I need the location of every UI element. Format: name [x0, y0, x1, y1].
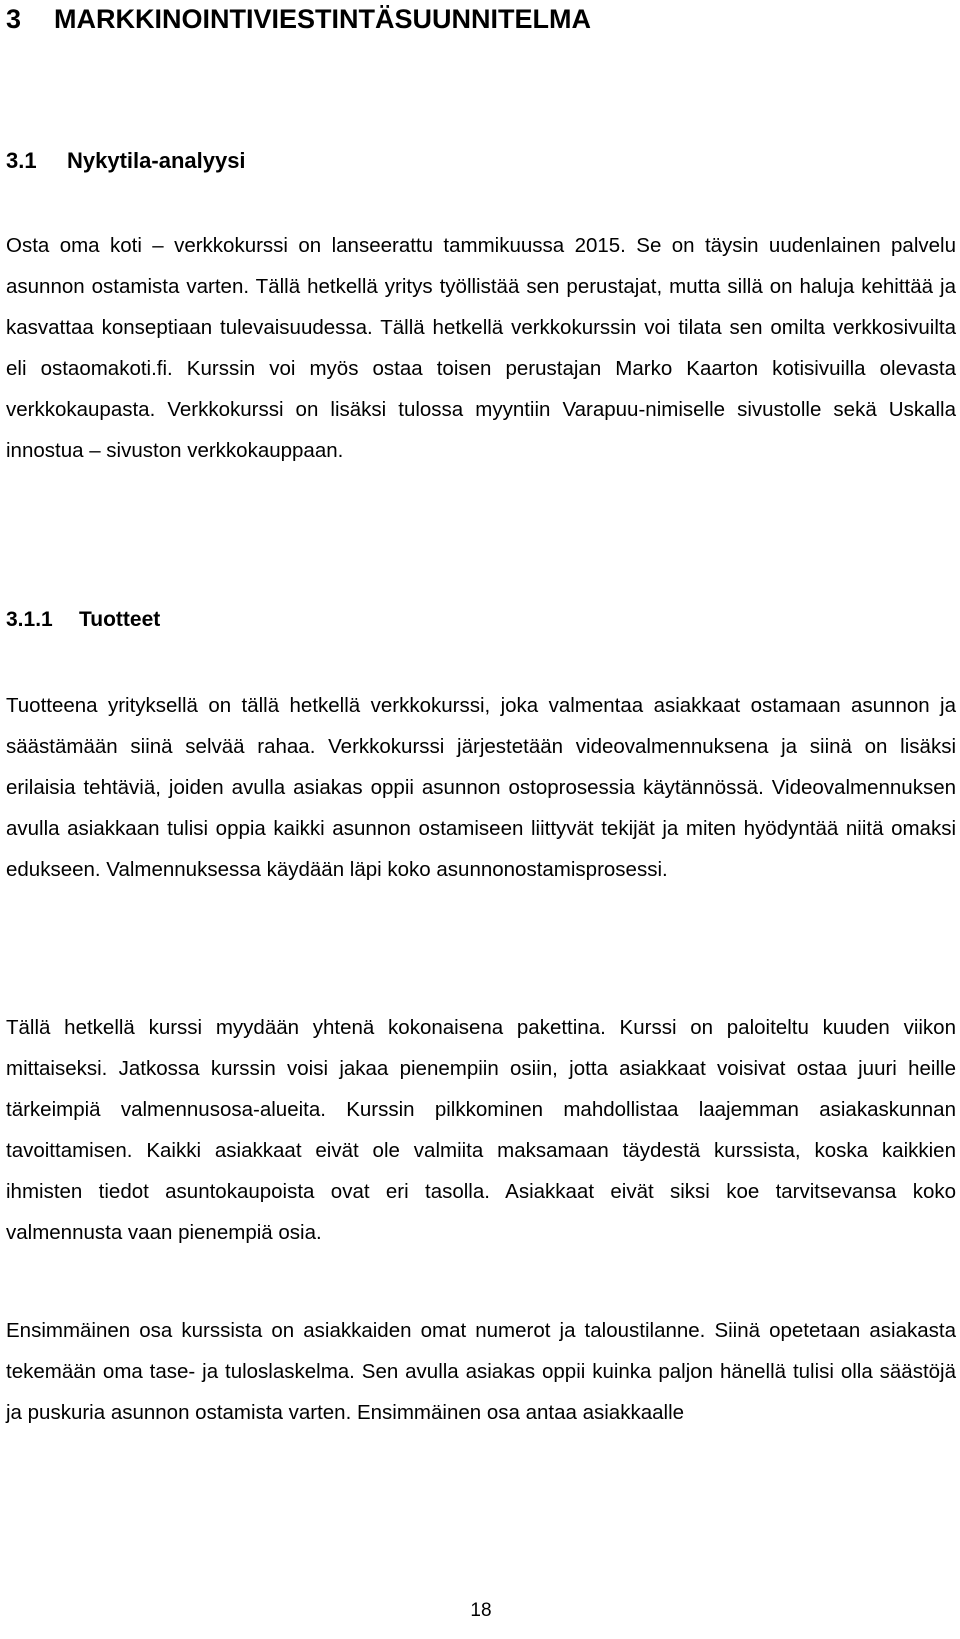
section-heading: [6, 148, 246, 174]
document-page: [6, 0, 956, 1639]
section-number: 3.1: [6, 148, 37, 173]
subsection-heading: [6, 608, 160, 632]
subsection-title: Tuotteet: [79, 608, 161, 631]
paragraph-course-packaging: Tällä hetkellä kurssi myydään yhtenä kokonaisena pakettina. Kurssi on paloiteltu kuuden viikon mittaiseksi. Jatkossa kurssin voisi jakaa pienempiin osiin, jotta asiakkaat voisivat ostaa juuri heille tärkeimpiä valmennusosa-alueita. Kurssin pilkkominen mahdollistaa laajemman asiakaskunnan tavoittamisen. Kaikki asiakkaat eivät ole valmiita maksamaan täydestä kurssista, koska kaikkien ihmisten tiedot asuntokaupoista ovat eri tasolla. Asiakkaat eivät siksi koe tarvitsevansa koko valmennusta vaan pienempiä osia.: [6, 1016, 956, 1244]
page-number: 18: [470, 1600, 492, 1621]
chapter-title: MARKKINOINTIVIESTINTÄSUUNNITELMA: [54, 4, 591, 34]
paragraph-first-part: Ensimmäinen osa kurssista on asiakkaiden omat numerot ja taloustilanne. Siinä opetetaan asiakasta tekemään oma tase- ja tuloslaskelma. Sen avulla asiakas oppii kuinka paljon hänellä tulisi olla säästöjä ja puskuria asunnon ostamista varten. Ensimmäinen osa antaa asiakkaalle: [6, 1319, 956, 1424]
subsection-number: 3.1.1: [6, 608, 53, 631]
paragraph-products: Tuotteena yrityksellä on tällä hetkellä verkkokurssi, joka valmentaa asiakkaat ostamaan asunnon ja säästämään siinä selvää rahaa. Verkkokurssi järjestetään videovalmennuksena ja siinä on lisäksi erilaisia tehtäviä, joiden avulla asiakas oppii asunnon ostoprosessia käytännössä. Videovalmennuksen avulla asiakkaan tulisi oppia kaikki asunnon ostamiseen liittyvät tekijät ja miten hyödyntää niitä omaksi edukseen. Valmennuksessa käydään läpi koko asunnonostamisprosessi.: [6, 694, 956, 881]
chapter-number: 3: [6, 4, 22, 34]
chapter-heading: [6, 4, 591, 35]
paragraph-current-state: Osta oma koti – verkkokurssi on lanseerattu tammikuussa 2015. Se on täysin uudenlainen palvelu asunnon ostamista varten. Tällä hetkellä yritys työllistää sen perustajat, mutta sillä on haluja kehittää ja kasvattaa konseptiaan tulevaisuudessa. Tällä hetkellä verkkokurssin voi tilata sen omilta verkkosivuilta eli ostaomakoti.fi. Kurssin voi myös ostaa toisen perustajan Marko Kaarton kotisivuilla olevasta verkkokaupasta. Verkkokurssi on lisäksi tulossa myyntiin Varapuu-nimiselle sivustolle sekä Uskalla innostua – sivuston verkkokauppaan.: [6, 234, 956, 462]
section-title: Nykytila-analyysi: [67, 148, 246, 173]
